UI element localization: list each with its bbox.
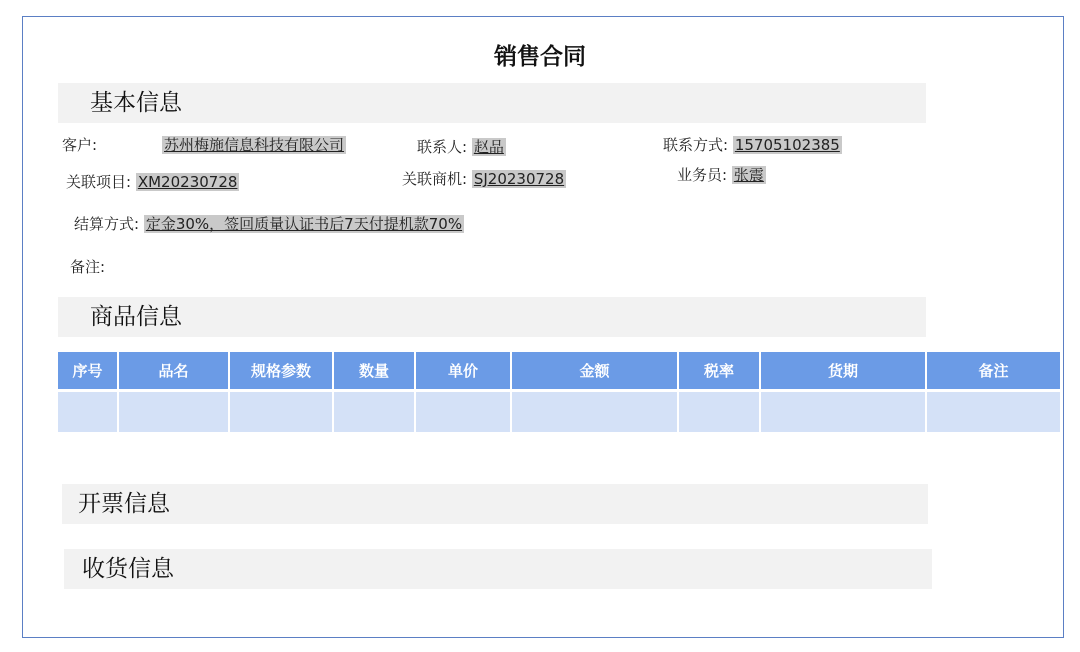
column-header: 数量 <box>333 352 415 391</box>
table-cell[interactable] <box>118 391 229 433</box>
opportunity-field: 关联商机: SJ20230728 <box>402 170 565 188</box>
salesperson-value[interactable]: 张震 <box>733 166 764 184</box>
table-cell[interactable] <box>678 391 760 433</box>
goods-table <box>58 352 1060 432</box>
settlement-value[interactable]: 定金30%，签回质量认证书后7天付提机款70% <box>145 215 463 233</box>
column-header: 税率 <box>678 352 760 391</box>
customer-field: 客户: <box>62 136 98 154</box>
section-shipping-info: 收货信息 <box>64 549 932 589</box>
customer-value[interactable]: 苏州梅施信息科技有限公司 <box>164 136 345 154</box>
column-header: 备注 <box>926 352 1060 391</box>
table-cell[interactable] <box>333 391 415 433</box>
table-cell[interactable] <box>58 391 118 433</box>
column-header: 货期 <box>760 352 926 391</box>
column-header: 序号 <box>58 352 118 391</box>
table-cell[interactable] <box>511 391 678 433</box>
table-cell[interactable] <box>926 391 1060 433</box>
settlement-field: 结算方式: 定金30%，签回质量认证书后7天付提机款70% <box>74 215 463 233</box>
table-cell[interactable] <box>415 391 511 433</box>
column-header: 金额 <box>511 352 678 391</box>
section-invoice-info: 开票信息 <box>62 484 928 524</box>
table-row <box>58 391 1060 433</box>
document-title: 销售合同 <box>494 44 586 70</box>
phone-value[interactable]: 15705102385 <box>734 136 840 154</box>
project-value[interactable]: XM20230728 <box>137 173 238 191</box>
section-basic-info: 基本信息 <box>58 83 926 123</box>
goods-table-header <box>58 352 1060 391</box>
salesperson-field: 业务员: 张震 <box>677 166 764 184</box>
contact-field: 联系人: 赵品 <box>417 138 504 156</box>
opportunity-value[interactable]: SJ20230728 <box>473 170 565 188</box>
remark-field: 备注: <box>70 258 106 276</box>
column-header: 规格参数 <box>229 352 333 391</box>
table-cell[interactable] <box>229 391 333 433</box>
customer-value-field[interactable] <box>162 134 346 156</box>
phone-field: 联系方式: 15705102385 <box>663 136 840 154</box>
column-header: 单价 <box>415 352 511 391</box>
project-field: 关联项目: XM20230728 <box>66 173 238 191</box>
contact-value[interactable]: 赵品 <box>473 138 504 156</box>
column-header: 品名 <box>118 352 229 391</box>
table-cell[interactable] <box>760 391 926 433</box>
section-goods-info: 商品信息 <box>58 297 926 337</box>
